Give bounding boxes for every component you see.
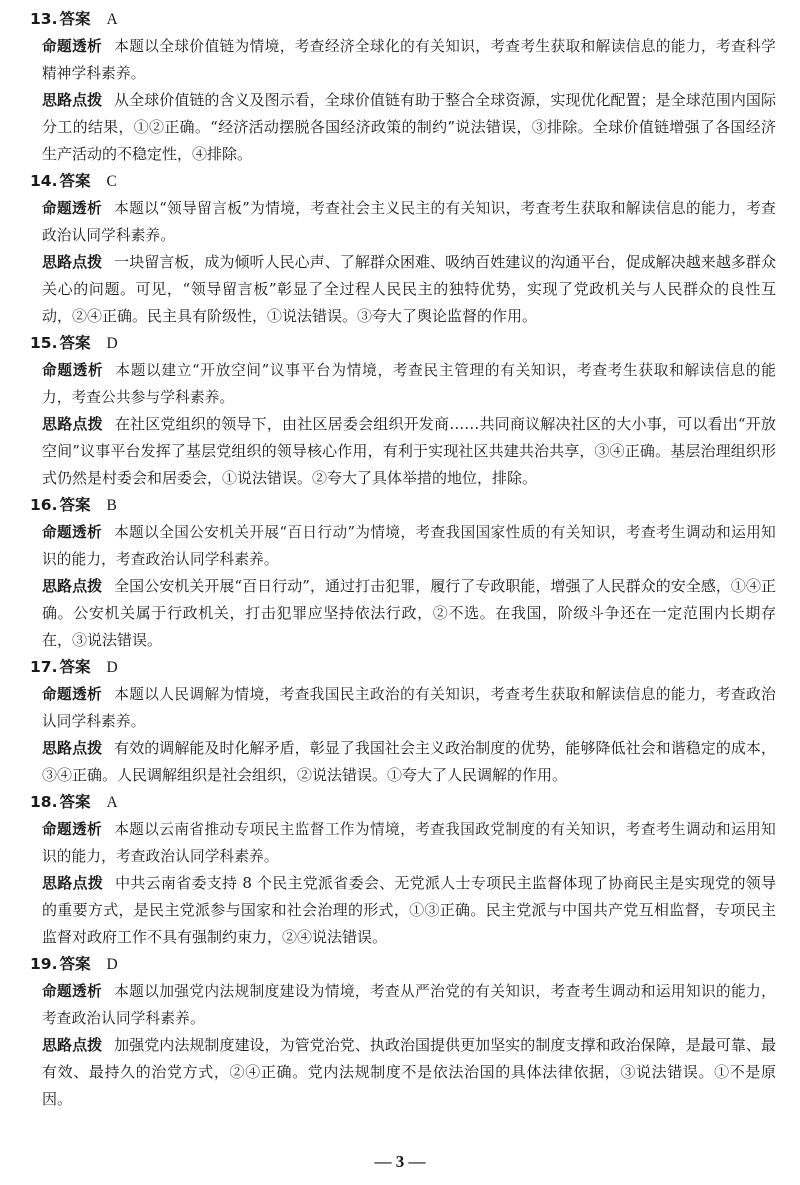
hint-label: 思路点拨 [42,577,103,595]
analysis-paragraph [42,357,776,411]
question-number: 15. [30,334,58,352]
hint-text: 中共云南省委支持 8 个民主党派省委会、无党派人士专项民主监督体现了协商民主是实现党的领导的重要方式，是民主党派参与国家和社会治理的形式，①③正确。民主党派与中国共产党互相监督，专项民主监督对政府工作不具有强制约束力，②④说法错误。 [42,874,776,946]
analysis-paragraph [42,33,776,87]
answer-line [30,654,776,681]
question-16 [30,492,776,654]
analysis-label: 命题透析 [42,38,103,55]
hint-label: 思路点拨 [42,91,103,109]
hint-paragraph [42,1032,776,1113]
analysis-label: 命题透析 [42,983,103,1000]
answer-value: D [106,659,118,676]
answer-value: D [106,956,118,973]
analysis-label: 命题透析 [42,686,103,703]
answer-label: 答案 [59,955,91,973]
hint-paragraph [42,249,776,330]
hint-text: 全国公安机关开展“百日行动”，通过打击犯罪，履行了专政职能，增强了人民群众的安全感，①④正确。公安机关属于行政机关，打击犯罪应坚持依法行政，②不选。在我国，阶级斗争还在一定范围内长期存在，③说法错误。 [42,577,776,649]
question-number: 19. [30,955,58,973]
answer-label: 答案 [59,496,91,514]
hint-text: 从全球价值链的含义及图示看，全球价值链有助于整合全球资源，实现优化配置；是全球范围内国际分工的结果，①②正确。“经济活动摆脱各国经济政策的制约”说法错误，③排除。全球价值链增强了各国经济生产活动的不稳定性，④排除。 [42,91,776,163]
question-number: 14. [30,172,58,190]
answer-label: 答案 [59,334,91,352]
analysis-text: 本题以建立“开放空间”议事平台为情境，考查民主管理的有关知识，考查考生获取和解读信息的能力，考查公共参与学科素养。 [42,362,776,406]
answer-line [30,492,776,519]
hint-text: 加强党内法规制度建设，为管党治党、执政治国提供更加坚实的制度支撑和政治保障，是最可靠、最有效、最持久的治党方式，②④正确。党内法规制度不是依法治国的具体法律依据，③说法错误。①不是原因。 [42,1036,776,1108]
analysis-text: 本题以人民调解为情境，考查我国民主政治的有关知识，考查考生获取和解读信息的能力，考查政治认同学科素养。 [42,686,776,730]
answer-value: A [106,794,118,811]
analysis-label: 命题透析 [42,524,103,541]
answer-line [30,330,776,357]
question-14 [30,168,776,330]
question-number: 16. [30,496,58,514]
question-number: 18. [30,793,58,811]
answer-value: A [106,11,118,28]
analysis-text: 本题以全国公安机关开展“百日行动”为情境，考查我国国家性质的有关知识，考查考生调动和运用知识的能力，考查政治认同学科素养。 [42,524,776,568]
hint-text: 一块留言板，成为倾听人民心声、了解群众困难、吸纳百姓建议的沟通平台，促成解决越来越多群众关心的问题。可见，“领导留言板”彰显了全过程人民民主的独特优势，实现了党政机关与人民群众的良性互动，②④正确。民主具有阶级性，①说法错误。③夸大了舆论监督的作用。 [42,253,776,325]
answer-line [30,789,776,816]
question-15 [30,330,776,492]
analysis-text: 本题以云南省推动专项民主监督工作为情境，考查我国政党制度的有关知识，考查考生调动和运用知识的能力，考查政治认同学科素养。 [42,821,776,865]
hint-label: 思路点拨 [42,415,103,433]
hint-label: 思路点拨 [42,739,103,757]
hint-paragraph [42,87,776,168]
analysis-label: 命题透析 [42,821,103,838]
answer-label: 答案 [59,658,91,676]
answer-label: 答案 [59,10,91,28]
analysis-paragraph [42,816,776,870]
answer-label: 答案 [59,793,91,811]
answer-value: B [106,497,117,514]
hint-label: 思路点拨 [42,874,104,892]
analysis-paragraph [42,681,776,735]
answer-line [30,168,776,195]
answer-value: C [106,173,117,190]
hint-text: 有效的调解能及时化解矛盾，彰显了我国社会主义政治制度的优势，能够降低社会和谐稳定的成本，③④正确。人民调解组织是社会组织，②说法错误。①夸大了人民调解的作用。 [42,739,776,784]
hint-paragraph [42,411,776,492]
answer-label: 答案 [59,172,91,190]
hint-label: 思路点拨 [42,1036,103,1054]
page-number: — 3 — [374,1152,426,1171]
analysis-text: 本题以全球价值链为情境，考查经济全球化的有关知识，考查考生获取和解读信息的能力，考查科学精神学科素养。 [42,38,776,82]
question-number: 13. [30,10,58,28]
analysis-paragraph [42,978,776,1032]
answer-line [30,6,776,33]
question-17 [30,654,776,789]
analysis-label: 命题透析 [42,200,103,217]
answer-value: D [106,335,118,352]
analysis-text: 本题以“领导留言板”为情境，考查社会主义民主的有关知识，考查考生获取和解读信息的能力，考查政治认同学科素养。 [42,200,776,244]
hint-paragraph [42,870,776,951]
question-18 [30,789,776,951]
analysis-label: 命题透析 [42,362,104,379]
analysis-paragraph [42,195,776,249]
hint-label: 思路点拨 [42,253,103,271]
hint-paragraph [42,573,776,654]
analysis-text: 本题以加强党内法规制度建设为情境，考查从严治党的有关知识，考查考生调动和运用知识的能力，考查政治认同学科素养。 [42,983,776,1027]
question-19 [30,951,776,1113]
answer-line [30,951,776,978]
analysis-paragraph [42,519,776,573]
question-13 [30,6,776,168]
hint-paragraph [42,735,776,789]
hint-text: 在社区党组织的领导下，由社区居委会组织开发商……共同商议解决社区的大小事，可以看出“开放空间”议事平台发挥了基层党组织的领导核心作用，有利于实现社区共建共治共享，③④正确。基层治理组织形式仍然是村委会和居委会，①说法错误。②夸大了具体举措的地位，排除。 [42,415,776,487]
question-number: 17. [30,658,58,676]
